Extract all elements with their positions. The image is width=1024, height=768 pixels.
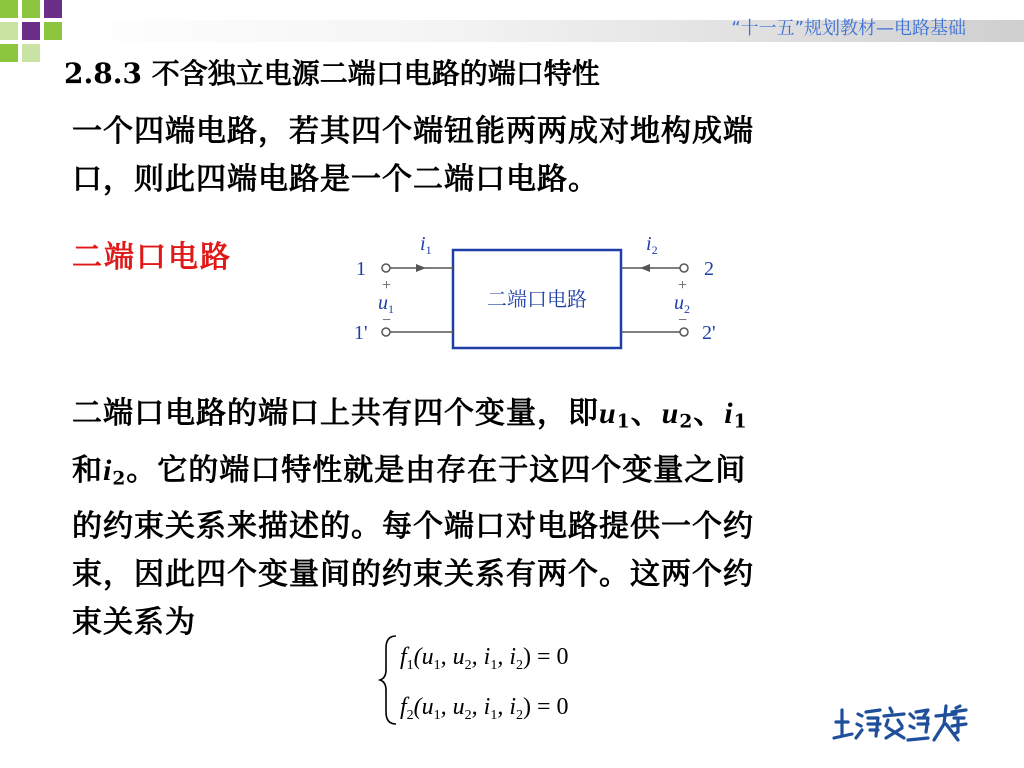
body-line-5: 束关系为 <box>72 605 196 641</box>
section-title: 2.8.3 不含独立电源二端口电路的端口特性 <box>64 57 600 90</box>
equation-1: $f_1(u_1$, $u_2$, $i_1$, $i_2) = 0$ <box>400 644 569 673</box>
left-brace <box>380 636 396 724</box>
voltage-right-plus: + <box>678 277 688 294</box>
current-right-arrow <box>640 264 650 272</box>
intro-paragraph <box>72 108 754 204</box>
current-right-label: $i_2$ <box>646 233 658 257</box>
current-left-arrow <box>416 264 426 272</box>
two-port-label: 二端口电路 <box>72 240 232 275</box>
body-line-3: 的约束关系来描述的。每个端口对电路提供一个约 <box>72 509 754 545</box>
voltage-right-label: $u_2$ <box>674 292 690 316</box>
terminal-2-label: 2 <box>704 258 714 280</box>
box-label: 二端口电路 <box>487 287 587 311</box>
series-title: “十一五”规划教材—电路基础 <box>731 18 966 39</box>
body-line-2: 和$i_2$。它的端口特性就是由存在于这四个变量之间 <box>72 452 747 490</box>
equation-2: $f_2(u_1$, $u_2$, $i_1$, $i_2) = 0$ <box>400 694 569 723</box>
body-line-4: 束，因此四个变量间的约束关系有两个。这两个约 <box>72 557 754 593</box>
university-logo <box>832 702 968 746</box>
terminal-2-node <box>680 264 688 272</box>
terminal-1-label: 1 <box>356 258 366 280</box>
terminal-2p-node <box>680 328 688 336</box>
terminal-1-node <box>382 264 390 272</box>
terminal-1p-node <box>382 328 390 336</box>
intro-line-1: 一个四端电路，若其四个端钮能两两成对地构成端 <box>72 114 754 149</box>
body-line-1: 二端口电路的端口上共有四个变量，即$u_1$、$u_2$、$i_1$ <box>72 396 748 433</box>
current-left-label: $i_1$ <box>420 233 432 257</box>
two-port-diagram <box>340 228 750 358</box>
constraint-equations <box>378 632 648 728</box>
body-paragraph <box>72 390 754 647</box>
voltage-left-label: $u_1$ <box>378 292 394 316</box>
voltage-left-minus: − <box>382 312 392 329</box>
voltage-right-minus: − <box>678 312 688 329</box>
voltage-left-plus: + <box>382 277 392 294</box>
intro-line-2: 口，则此四端电路是一个二端口电路。 <box>72 162 599 197</box>
terminal-2p-label: 2' <box>702 322 716 344</box>
terminal-1p-label: 1' <box>354 322 368 344</box>
